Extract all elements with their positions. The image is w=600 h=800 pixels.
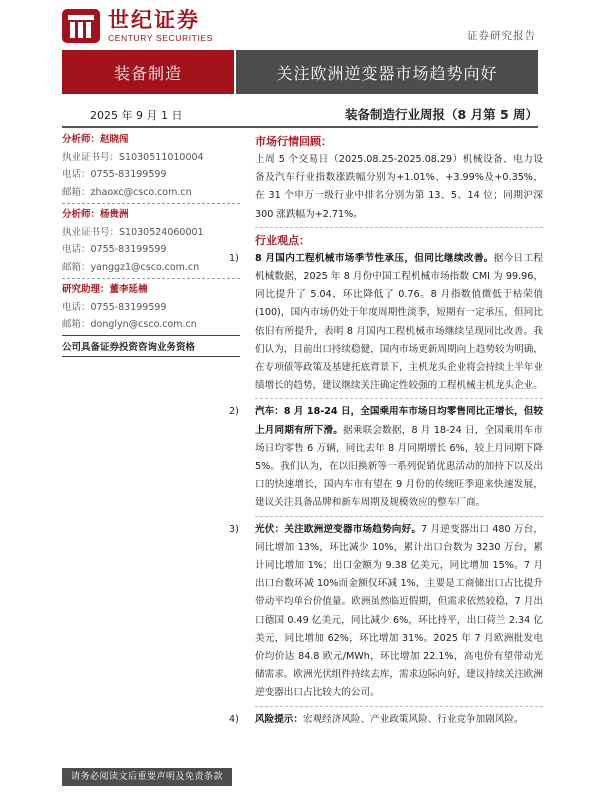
analyst1-email[interactable]: 邮箱：zhaoxc@csco.com.cn — [62, 186, 192, 198]
view-item — [229, 403, 543, 512]
item-divider — [255, 516, 543, 517]
page-header — [0, 0, 600, 48]
analyst1-phone: 电话：0755-83199599 — [62, 169, 167, 180]
disclaimer-footer: 请务必阅读文后重要声明及免责条款 — [62, 768, 232, 786]
industry-views-title: 行业观点： — [255, 233, 310, 247]
analyst2-phone: 电话：0755-83199599 — [62, 244, 167, 255]
analyst2-title: 分析师：杨贵洲 — [62, 209, 129, 220]
item-number: 2) — [229, 406, 239, 418]
item-number: 3) — [229, 523, 239, 535]
item-text: 据乘联会数据，8 月 18-24 日，全国乘用车市场日均零售 6 万辆，同比去年 8 月同期增长 6%，较上月同期下降 5%。我们认为，在以旧换新等一系列促销优惠活动的加持下以及出口的快速增长，国内车市有望在 9 月份的传统旺季迎来快速发展，建议关注具备品牌和新车周期及规模效应的整车厂商。 — [255, 424, 543, 509]
main-content — [229, 133, 544, 729]
view-item — [229, 711, 543, 729]
section-divider — [255, 227, 543, 228]
market-review-title: 市场行情回顾： — [255, 135, 332, 148]
item-lead: 8 月国内工程机械市场季节性承压，但同比继续改善。 — [255, 252, 494, 264]
item-number: 1) — [229, 252, 239, 264]
header-divider — [62, 126, 538, 128]
report-date: 2025 年 9 月 1 日 — [90, 109, 183, 122]
market-review-text: 上周 5 个交易日（2025.08.25-2025.08.29）机械设备、电力设备及汽车行业指数涨跌幅分别为+1.01%、+3.99%及+0.35%，在 31 个申万一级行业中排名分别为第 13、5、14 位；同期沪深 300 涨跌幅为+2.71%。 — [255, 154, 543, 220]
item-lead: 汽车：8 月 18-24 日，全国乘用车市场日均零售同比正增长，但较上月同期有所下滑。 — [255, 406, 543, 436]
sidebar-divider — [62, 203, 240, 204]
analyst2-email[interactable]: 邮箱：yanggz1@csco.com.cn — [62, 261, 200, 273]
view-item — [229, 521, 543, 703]
sector-banner: 装备制造 — [62, 50, 234, 94]
report-type-label: 证券研究报告 — [467, 30, 536, 42]
sidebar-divider — [62, 278, 240, 279]
subline — [62, 104, 538, 126]
item-text: 7 月逆变器出口 480 万台，同比增加 13%，环比减少 10%，累计出口台数为 3230 万台，累计同比增加 1%；出口金额为 9.38 亿美元，同比增加 15%。7 月出口台数环减 10%而金额仅环减 1%，主要是工商储出口占比提升带动平均单台价值量。欧洲虽然临近假期，但需求依然较稳，7 月出口德国 0.49 亿美元，同比减少 6%，环比持平，出口荷兰 2.34 亿美元，同比增加 62%，环比增加 31%。2025 年 7 月欧洲批发电价均价达 84.8 欧元/MWh，环比增加 22.1%，高电价有望带动光储需求。欧洲光伏组件持续去库，需求边际向好，建议持续关注欧洲逆变器出口占比较大的公司。 — [255, 523, 543, 699]
company-logo — [62, 8, 213, 43]
item-lead: 风险提示： — [255, 713, 303, 725]
item-divider — [255, 398, 543, 399]
assistant-title: 研究助理：董李延楠 — [62, 284, 148, 295]
analyst1-license: 执业证书号：S1030511010004 — [62, 151, 204, 163]
item-text: 宏观经济风险、产业政策风险、行业竞争加剧风险。 — [302, 713, 524, 725]
item-text: 据今日工程机械数据，2025 年 8 月份中国工程机械市场指数 CMI 为 99.96，同比提升了 5.04，环比降低了 0.76。8 月指数值微低于枯荣值(100)，国内市场仍处于年度周期性淡季，短期有一定承压，但同比依旧有所提升，表明 8 月国内工程机械市场继续呈现同比改善。我们认为，目前出口持续稳健，国内市场更新周期向上趋势较为明确，在专项债等政策及基建托底背景下，主机龙头企业将会持续上半年业绩增长的趋势，建议继续关注确定性较强的工程机械主机龙头企业。 — [255, 252, 544, 392]
qualification-notice: 公司具备证券投资咨询业务资格 — [62, 335, 240, 357]
analyst2-license: 执业证书号：S1030524060001 — [62, 226, 204, 238]
item-number: 4) — [229, 713, 239, 725]
assistant-email[interactable]: 邮箱：donglyn@csco.com.cn — [62, 319, 197, 330]
item-lead: 光伏：关注欧洲逆变器市场趋势向好。 — [255, 523, 422, 535]
report-name: 装备制造行业周报（8 月第 5 周） — [345, 107, 538, 122]
item-divider — [255, 706, 543, 707]
analyst-sidebar — [62, 131, 240, 357]
logo-english-name: CENTURY SECURITIES — [108, 33, 213, 43]
headline-banner: 关注欧洲逆变器市场趋势向好 — [236, 50, 538, 94]
view-item — [229, 250, 544, 396]
logo-chinese-name: 世纪证券 — [108, 7, 200, 32]
analyst1-title: 分析师：赵晓闯 — [62, 134, 129, 145]
assistant-phone: 电话：0755-83199599 — [62, 301, 167, 313]
building-icon — [62, 9, 100, 43]
